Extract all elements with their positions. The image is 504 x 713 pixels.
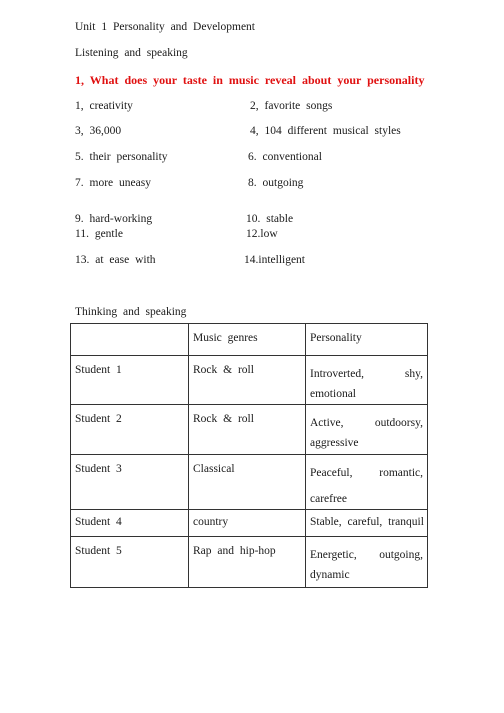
answer-13: 13. at ease with xyxy=(75,254,156,266)
genre-cell: Classical xyxy=(193,463,235,475)
personality-word: shy, xyxy=(404,368,423,380)
personality-word: romantic, xyxy=(379,467,423,479)
student-cell: Student 2 xyxy=(75,413,122,425)
genre-cell: country xyxy=(193,516,229,528)
unit-title: Unit 1 Personality and Development xyxy=(75,21,255,33)
table-row xyxy=(71,537,428,588)
genre-cell: Rock & roll xyxy=(193,364,254,376)
section-heading: Listening and speaking xyxy=(75,47,188,59)
answer-10: 10. stable xyxy=(246,213,294,225)
answer-12: 12.low xyxy=(246,228,278,240)
student-cell: Student 3 xyxy=(75,463,122,475)
answer-5: 5. their personality xyxy=(75,151,168,163)
answer-3: 3, 36,000 xyxy=(75,125,122,137)
table-row xyxy=(71,405,428,455)
personality-word: carefree xyxy=(310,493,348,505)
personality-word: dynamic xyxy=(310,569,350,581)
table-row xyxy=(71,356,428,405)
student-cell: Student 4 xyxy=(75,516,122,528)
thinking-heading: Thinking and speaking xyxy=(75,306,187,318)
genre-cell: Rock & roll xyxy=(193,413,254,425)
personality-word: Introverted, xyxy=(310,368,364,380)
genre-cell: Rap and hip-hop xyxy=(193,545,276,557)
personality-cell xyxy=(306,537,427,585)
header-music-genres: Music genres xyxy=(193,332,258,344)
personality-cell xyxy=(306,405,427,453)
personality-word: emotional xyxy=(310,388,356,400)
personality-word: outdoorsy, xyxy=(374,417,423,429)
personality-word: outgoing, xyxy=(379,549,423,561)
personality-word: aggressive xyxy=(310,437,359,449)
student-cell: Student 1 xyxy=(75,364,122,376)
answer-4: 4, 104 different musical styles xyxy=(250,125,401,137)
personality-word: Active, xyxy=(310,417,344,429)
answer-1: 1, creativity xyxy=(75,100,133,112)
music-personality-table xyxy=(70,323,428,588)
table-header-row xyxy=(71,324,428,356)
answer-8: 8. outgoing xyxy=(248,177,304,189)
answer-2: 2, favorite songs xyxy=(250,100,333,112)
answer-7: 7. more uneasy xyxy=(75,177,151,189)
personality-cell: Stable, careful, tranquil xyxy=(310,516,424,528)
table-row xyxy=(71,510,428,537)
personality-word: Energetic, xyxy=(310,549,357,561)
personality-word: Peaceful, xyxy=(310,467,353,479)
student-cell: Student 5 xyxy=(75,545,122,557)
header-personality: Personality xyxy=(310,332,362,344)
answer-6: 6. conventional xyxy=(248,151,322,163)
personality-cell xyxy=(306,455,427,509)
question-heading: 1, What does your taste in music reveal about your personality xyxy=(75,73,425,87)
table-row xyxy=(71,455,428,510)
header-cell-empty xyxy=(71,324,189,356)
answer-11: 11. gentle xyxy=(75,228,123,240)
answer-9: 9. hard-working xyxy=(75,213,153,225)
answer-14: 14.intelligent xyxy=(244,254,306,266)
personality-cell xyxy=(306,356,427,404)
